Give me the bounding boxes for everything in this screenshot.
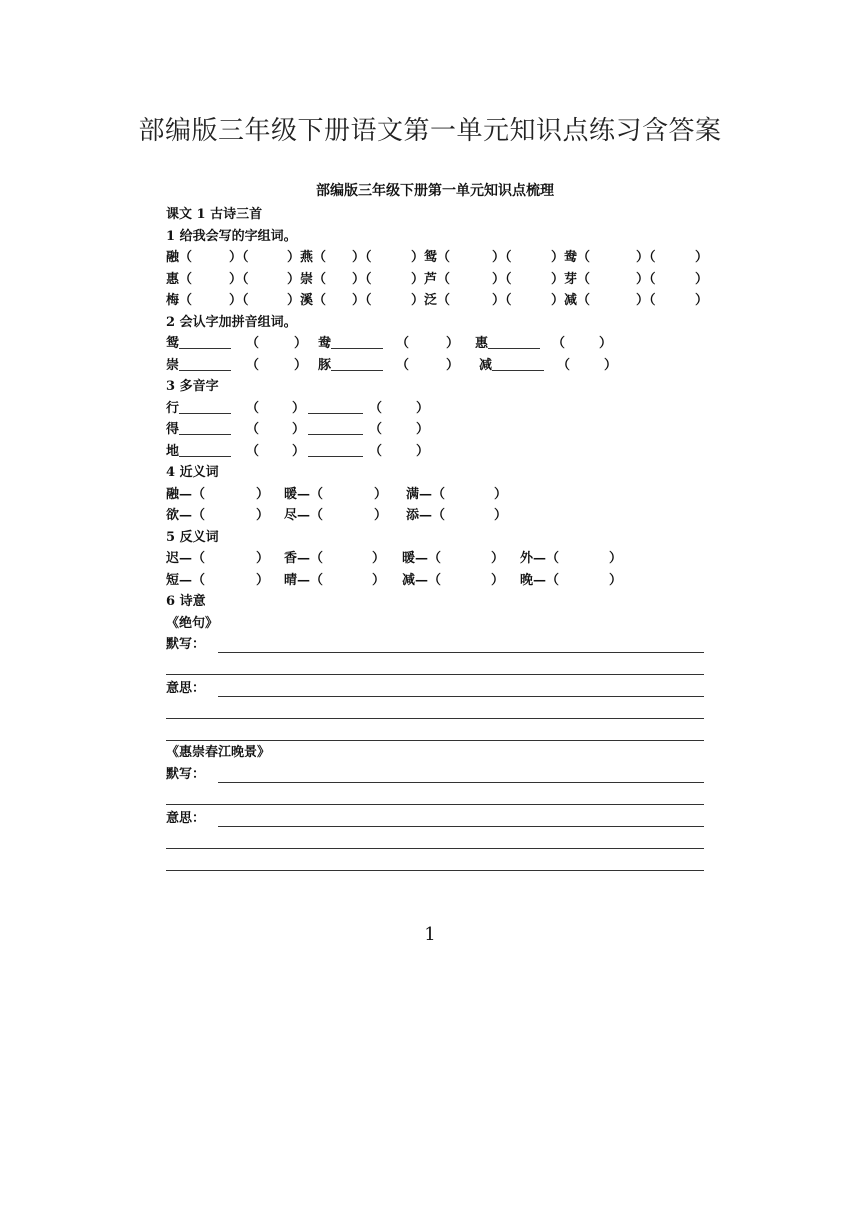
answer-line [218,782,704,783]
q4-heading: 4 近义词 [166,465,219,480]
answer-line [166,718,704,719]
worksheet [166,178,709,874]
answer-blank [331,356,383,371]
meaning-label: 意思： [166,681,206,696]
answer-line [218,696,704,697]
answer-blank [308,442,363,457]
answer-line [166,674,704,675]
meaning-label: 意思： [166,810,206,826]
poem-answer-block [166,634,704,742]
q5-heading: 5 反义词 [166,529,219,545]
answer-blank [492,356,544,371]
answer-line [166,870,704,871]
poem-title: 《绝句》 [166,615,219,631]
document-title: 部编版三年级下册语文第一单元知识点练习含答案 [138,116,722,146]
q5-row: 迟—（ ） 香—（ ） 暖—（ ） 外—（ ） [166,551,623,566]
answer-blank [179,420,231,435]
poem-answer-block [166,764,704,874]
answer-line [218,652,704,653]
answer-blank [179,442,231,457]
dictation-label: 默写： [166,766,206,782]
q3-row: 行 （ ） （ ） [166,400,430,416]
answer-blank [179,356,231,371]
poem-title: 《惠崇春江晚景》 [166,745,271,760]
answer-line [166,848,704,849]
q6-heading: 6 诗意 [166,594,206,609]
q1-row: 梅（ ）（ ）溪（ ）（ ）泛（ ）（ ）减（ ）（ ） [166,293,709,308]
lesson-heading: 课文 1 古诗三首 [166,207,263,222]
answer-line [166,804,704,805]
answer-line [166,740,704,741]
q5-row: 短—（ ） 晴—（ ） 减—（ ） 晚—（ ） [166,572,623,588]
worksheet-title: 部编版三年级下册第一单元知识点梳理 [316,183,554,199]
answer-blank [331,334,383,349]
q3-heading: 3 多音字 [166,379,219,394]
q3-row: 地 （ ） （ ） [166,443,430,459]
answer-blank [308,399,363,414]
q1-row: 惠（ ）（ ）崇（ ）（ ）芦（ ）（ ）芽（ ）（ ） [166,271,709,287]
answer-line [218,826,704,827]
q4-row: 融—（ ） 暖—（ ） 满—（ ） [166,486,508,502]
page-number: 1 [424,924,436,945]
q4-row: 欲—（ ） 尽—（ ） 添—（ ） [166,508,508,523]
answer-blank [179,399,231,414]
q2-heading: 2 会认字加拼音组词。 [166,314,297,330]
q2-row: 鸳 （ ） 鸯 （ ） 惠 （ ） [166,336,613,351]
q1-row: 融（ ）（ ）燕（ ）（ ）鸳（ ）（ ）鸯（ ）（ ） [166,250,709,265]
q1-heading: 1 给我会写的字组词。 [166,228,297,244]
answer-blank [179,334,231,349]
q2-row: 崇 （ ） 豚 （ ） 减 （ ） [166,357,618,373]
q3-row: 得 （ ） （ ） [166,422,430,437]
answer-blank [488,334,540,349]
dictation-label: 默写： [166,637,206,652]
answer-blank [308,420,363,435]
